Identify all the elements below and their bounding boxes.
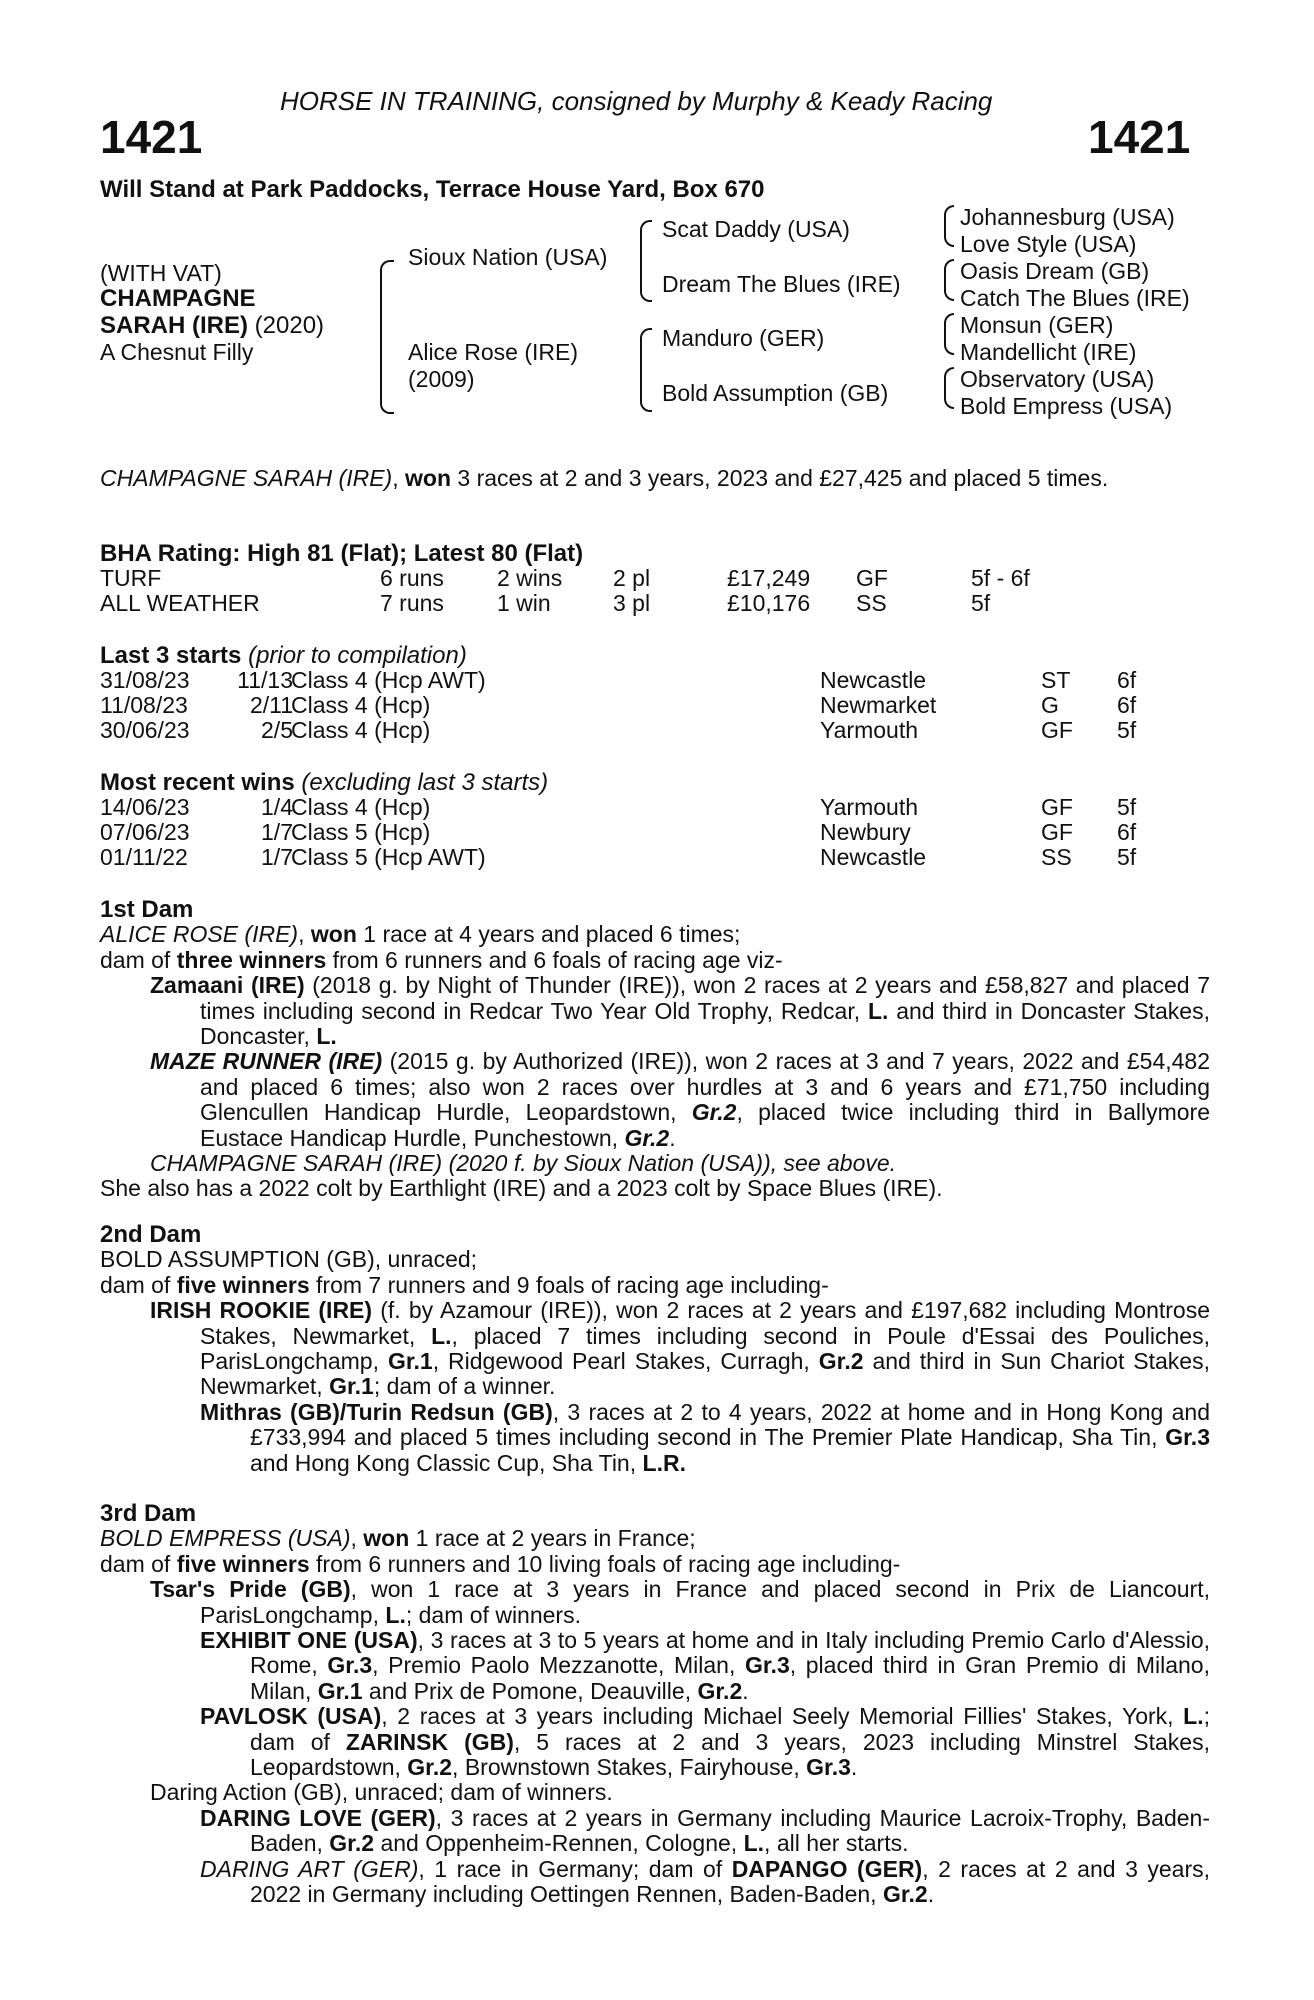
recent-row: 01/11/22 1/7 Class 5 (Hcp AWT) Newcastle SS 5f bbox=[100, 844, 1137, 870]
recent-row: 07/06/23 1/7 Class 5 (Hcp) Newbury GF 6f bbox=[100, 819, 1137, 845]
pedigree-brace-g3-2 bbox=[944, 259, 954, 301]
consignor-line: HORSE IN TRAINING, consigned by Murphy & Keady Racing bbox=[280, 86, 993, 116]
pedigree-gen3-2: Love Style (USA) bbox=[960, 231, 1137, 257]
third-dam-section: 3rd Dam BOLD EMPRESS (USA), won 1 race at 2 years in France; dam of five winners from 6 runners and 10 living foals of racing age including- Tsar's Pride (GB), won 1 race at 3 years in France and placed second in Prix de Liancourt, ParisLongchamp, L.; dam of winners. EXHIBIT ONE (USA), 3 races at 3 to 5 years at home and in Italy including Premio Carlo d'Alessio, Rome, Gr.3, Premio Paolo Mezzanotte, Milan, Gr.3, placed third in Gran Premio di Milano, Milan, Gr.1 and Prix de Pomone, Deauville, Gr.2. PAVLOSK (USA), 2 races at 3 years including Michael Seely Memorial Fillies' Stakes, York, L.; dam of ZARINSK (GB), 5 races at 2 and 3 years, 2023 including Minstrel Stakes, Leopardstown, Gr.2, Brownstown Stakes, Fairyhouse, Gr.3. Daring Action (GB), unraced; dam of winners. DARING LOVE (GER), 3 races at 2 years in Germany including Maurice Lacroix-Trophy, Baden-Baden, Gr.2 and Oppenheim-Rennen, Cologne, L., all her starts. DARING ART (GER), 1 race in Germany; dam of DAPANGO (GER), 2 races at 2 and 3 years, 2022 in Germany including Oettingen Rennen, Baden-Baden, Gr.2. bbox=[100, 1500, 1211, 1908]
horse-name-line1: CHAMPAGNE bbox=[100, 285, 256, 312]
progeny-entry: Daring Action (GB), unraced; dam of winners. bbox=[150, 1779, 613, 1806]
pedigree-dam: Alice Rose (IRE) bbox=[408, 339, 578, 365]
horse-description: A Chesnut Filly bbox=[100, 339, 254, 365]
progeny-entry: EXHIBIT ONE (USA), 3 races at 3 to 5 years at home and in Italy including Premio Carlo d'Alessio, Rome, Gr.3, Premio Paolo Mezzanotte, Milan, Gr.3, placed third in Gran Premio di Milano, Milan, Gr.1 and Prix de Pomone, Deauville, Gr.2. bbox=[200, 1627, 1210, 1704]
pedigree-dam-year: (2009) bbox=[408, 366, 475, 392]
progeny-entry: Tsar's Pride (GB), won 1 race at 3 years in France and placed second in Prix de Liancourt, ParisLongchamp, L.; dam of winners. bbox=[150, 1576, 1210, 1628]
progeny-entry: DARING ART (GER), 1 race in Germany; dam of DAPANGO (GER), 2 races at 2 and 3 years, 2022 in Germany including Oettingen Rennen, Baden-Baden, Gr.2. bbox=[200, 1855, 1211, 1908]
rating-row-all-weather: ALL WEATHER 7 runs 1 win 3 pl £10,176 SS 5f bbox=[100, 590, 991, 616]
second-dam-heading: 2nd Dam bbox=[100, 1221, 202, 1248]
pedigree-gen2-1: Scat Daddy (USA) bbox=[662, 216, 850, 242]
progeny-entry: Zamaani (IRE) (2018 g. by Night of Thunder (IRE)), won 2 races at 2 years and £58,827 and placed 7 times including second in Redcar Two Year Old Trophy, Redcar, L. and third in Doncaster Stakes, Doncaster, L. bbox=[150, 972, 1210, 1050]
first-dam-section: 1st Dam ALICE ROSE (IRE), won 1 race at 4 years and placed 6 times; dam of three winners from 6 runners and 6 foals of racing age viz- Zamaani (IRE) (2018 g. by Night of Thunder (IRE)), won 2 races at 2 years and £58,827 and placed 7 times including second in Redcar Two Year Old Trophy, Redcar, L. and third in Doncaster Stakes, Doncaster, L. MAZE RUNNER (IRE) (2015 g. by Authorized (IRE)), won 2 races at 3 and 7 years, 2022 and £54,482 and placed 6 times; also won 2 races over hurdles at 3 and 6 years and £71,750 including Glencullen Handicap Hurdle, Leopardstown, Gr.2, placed twice including third in Ballymore Eustace Handicap Hurdle, Punchestown, Gr.2. CHAMPAGNE SARAH (IRE) (2020 f. by Sioux Nation (USA)), see above. She also has a 2022 colt by Earthlight (IRE) and a 2023 colt by Space Blues (IRE). bbox=[100, 896, 1210, 1202]
progeny-entry: DARING LOVE (GER), 3 races at 2 years in Germany including Maurice Lacroix-Trophy, Baden-Baden, Gr.2 and Oppenheim-Rennen, Cologne, L., all her starts. bbox=[200, 1804, 1210, 1857]
pedigree-brace-g3-3 bbox=[944, 313, 954, 355]
last3-row: 11/08/23 2/11 Class 4 (Hcp) Newmarket G 6f bbox=[100, 692, 1137, 718]
pedigree-brace-dam bbox=[640, 328, 652, 412]
pedigree-gen3-8: Bold Empress (USA) bbox=[960, 393, 1173, 419]
last3-row: 30/06/23 2/5 Class 4 (Hcp) Yarmouth GF 5f bbox=[100, 717, 1137, 743]
pedigree-brace-main bbox=[380, 260, 394, 414]
progeny-entry: Mithras (GB)/Turin Redsun (GB), 3 races at 2 to 4 years, 2022 at home and in Hong Kong and £733,994 and placed 5 times including second in The Premier Plate Handicap, Sha Tin, Gr.3 and Hong Kong Classic Cup, Sha Tin, L.R. bbox=[200, 1398, 1210, 1476]
progeny-entry: CHAMPAGNE SARAH (IRE) (2020 f. by Sioux Nation (USA)), see above. bbox=[150, 1150, 897, 1177]
lot-number-right: 1421 bbox=[1088, 111, 1191, 163]
race-summary: CHAMPAGNE SARAH (IRE), won 3 races at 2 and 3 years, 2023 and £27,425 and placed 5 times. bbox=[100, 465, 1109, 491]
pedigree-brace-sire bbox=[640, 220, 652, 302]
horse-name-line2: SARAH (IRE) (2020) bbox=[100, 312, 325, 339]
last3-heading: Last 3 starts (prior to compilation) bbox=[100, 642, 467, 669]
bha-rating-heading: BHA Rating: High 81 (Flat); Latest 80 (Flat) bbox=[100, 540, 584, 567]
pedigree-gen3-3: Oasis Dream (GB) bbox=[960, 258, 1150, 284]
progeny-entry: MAZE RUNNER (IRE) (2015 g. by Authorized (IRE)), won 2 races at 3 and 7 years, 2022 and £54,482 and placed 6 times; also won 2 races over hurdles at 3 and 6 years and £71,750 including Glencullen Handicap Hurdle, Leopardstown, Gr.2, placed twice including third in Ballymore Eustace Handicap Hurdle, Punchestown, Gr.2. bbox=[150, 1048, 1210, 1151]
first-dam-heading: 1st Dam bbox=[100, 896, 194, 923]
location-line: Will Stand at Park Paddocks, Terrace House Yard, Box 670 bbox=[100, 176, 765, 203]
pedigree-gen3-4: Catch The Blues (IRE) bbox=[960, 285, 1190, 311]
progeny-entry: PAVLOSK (USA), 2 races at 3 years including Michael Seely Memorial Fillies' Stakes, York, L.; dam of ZARINSK (GB), 5 races at 2 and 3 years, 2023 including Minstrel Stakes, Leopardstown, Gr.2, Brownstown Stakes, Fairyhouse, Gr.3. bbox=[200, 1703, 1211, 1781]
pedigree-gen3-1: Johannesburg (USA) bbox=[960, 204, 1175, 230]
pedigree-brace-g3-4 bbox=[944, 367, 954, 409]
progeny-entry: IRISH ROOKIE (IRE) (f. by Azamour (IRE)), won 2 races at 2 years and £197,682 including Montrose Stakes, Newmarket, L., placed 7 times including second in Poule d'Essai des Pouliches, ParisLongchamp, Gr.1, Ridgewood Pearl Stakes, Curragh, Gr.2 and third in Sun Chariot Stakes, Newmarket, Gr.1; dam of a winner. bbox=[150, 1297, 1210, 1400]
pedigree-gen3-6: Mandellicht (IRE) bbox=[960, 339, 1137, 365]
vat-label: (WITH VAT) bbox=[100, 260, 222, 286]
recent-wins-heading: Most recent wins (excluding last 3 starts) bbox=[100, 769, 549, 796]
recent-row: 14/06/23 1/4 Class 4 (Hcp) Yarmouth GF 5f bbox=[100, 794, 1137, 820]
last3-row: 31/08/23 11/13 Class 4 (Hcp AWT) Newcastle ST 6f bbox=[100, 667, 1137, 693]
pedigree-sire: Sioux Nation (USA) bbox=[408, 244, 608, 270]
pedigree-brace-g3-1 bbox=[944, 205, 954, 247]
lot-number-left: 1421 bbox=[100, 111, 203, 163]
pedigree-gen2-4: Bold Assumption (GB) bbox=[662, 380, 889, 406]
rating-row-turf: TURF 6 runs 2 wins 2 pl £17,249 GF 5f - 6f bbox=[100, 565, 1030, 591]
pedigree-gen3-5: Monsun (GER) bbox=[960, 312, 1114, 338]
pedigree-gen2-3: Manduro (GER) bbox=[662, 325, 825, 351]
pedigree-gen3-7: Observatory (USA) bbox=[960, 366, 1155, 392]
second-dam-section: 2nd Dam BOLD ASSUMPTION (GB), unraced; dam of five winners from 7 runners and 9 foals of racing age including- IRISH ROOKIE (IRE) (f. by Azamour (IRE)), won 2 races at 2 years and £197,682 including Montrose Stakes, Newmarket, L., placed 7 times including second in Poule d'Essai des Pouliches, ParisLongchamp, Gr.1, Ridgewood Pearl Stakes, Curragh, Gr.2 and third in Sun Chariot Stakes, Newmarket, Gr.1; dam of a winner. Mithras (GB)/Turin Redsun (GB), 3 races at 2 to 4 years, 2022 at home and in Hong Kong and £733,994 and placed 5 times including second in The Premier Plate Handicap, Sha Tin, Gr.3 and Hong Kong Classic Cup, Sha Tin, L.R. bbox=[100, 1221, 1210, 1476]
pedigree-gen2-2: Dream The Blues (IRE) bbox=[662, 271, 901, 297]
third-dam-heading: 3rd Dam bbox=[100, 1500, 197, 1527]
